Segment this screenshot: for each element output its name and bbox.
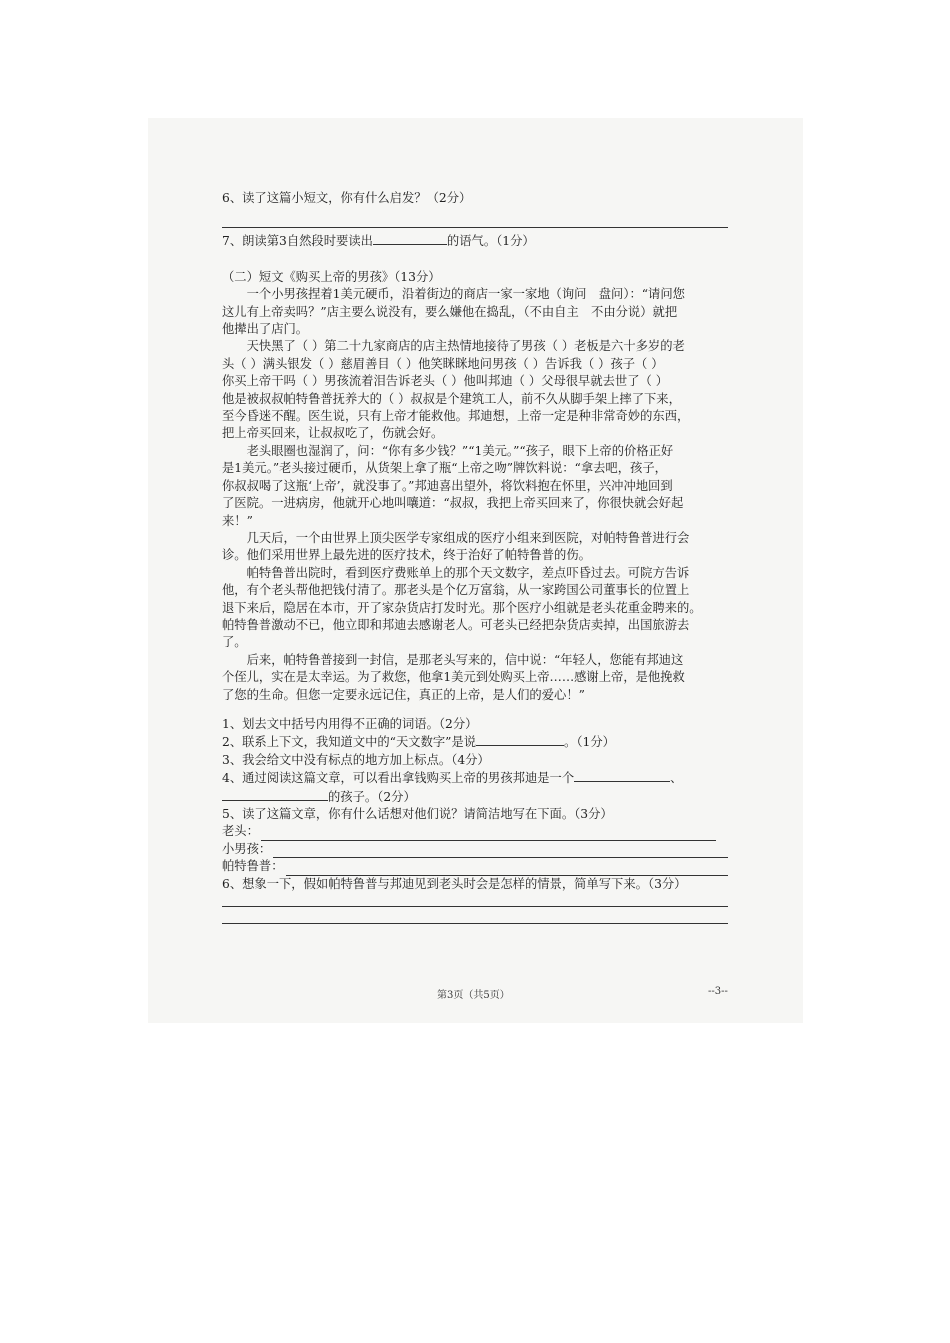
answer-line-patrupp[interactable]: [286, 863, 729, 876]
question-1: 1、划去文中括号内用得不正确的词语。（2分）: [222, 716, 478, 731]
answer-row-patrupp: 帕特鲁普：: [222, 858, 728, 875]
paragraph-6: 后来，帕特鲁普接到一封信，是那老头写来的，信中说：“年轻人，您能有邦迪这 个侄儿，实在是太幸运。为了救您，他拿1美元到处购买上帝……感谢上帝，是他挽救 了您的生命。但您一定要永远记住，真正的上帝，是人们的爱心！”: [222, 652, 685, 702]
paragraph-1: 一个小男孩捏着1美元硬币，沿着街边的商店一家一家地（询问 盘问）：“请问您 这儿有上帝卖吗？”店主要么说没有，要么嫌他在捣乱，（不由自主 不由分说）就把 他撵出了店门。: [222, 287, 685, 337]
question-4: 4、通过阅读这篇文章，可以看出拿钱购买上帝的男孩邦迪是一个 、: [222, 771, 683, 786]
question-2: 2、联系上下文，我知道文中的“天文数字”是说 。（1分）: [222, 735, 615, 750]
section-heading: （二）短文《购买上帝的男孩》（13分）: [222, 269, 441, 284]
document-page: [222, 190, 728, 924]
question-7-part1: 7、朗读第3自然段时要读出 的语气。（1分）: [222, 234, 535, 249]
paragraph-2: 天快黑了（ ）第二十九家商店的店主热情地接待了男孩（ ）老板是六十多岁的老 头（ ）满头银发（ ）慈眉善目（ ）他笑眯眯地问男孩（ ）告诉我（ ）孩子（ ） 你买上帝干吗（ ）男孩流着泪告诉老头（ ）他叫邦迪（ ）父母很早就去世了（ ） 他是被叔叔帕特鲁普抚养大的（ ）叔叔是个建筑工人，前不久从脚手架上摔了下来， 至今昏迷不醒。医生说，只有上帝才能救他。邦迪想，上帝一定是种非常奇妙的东西， 把上帝买回来，让叔叔吃了，伤就会好。: [222, 339, 690, 441]
paragraph-4: 几天后，一个由世界上顶尖医学专家组成的医疗小组来到医院，对帕特鲁普进行会 诊。他们采用世界上最先进的医疗技术，终于治好了帕特鲁普的伤。: [222, 530, 690, 563]
answer-line-old-man[interactable]: [261, 828, 716, 841]
paragraph-5: 帕特鲁普出院时，看到医疗费账单上的那个天文数字，差点吓昏过去。可院方告诉 他，有个老头帮他把钱付清了。那老头是个亿万富翁，从一家跨国公司董事长的位置上 退下来后，隐居在本市，开了家杂货店打发时光。那个医疗小组就是老头花重金聘来的。 帕特鲁普激动不已，他立即和邦迪去感谢老人。可老头已经把杂货店卖掉，出国旅游去 了。: [222, 565, 702, 650]
blank-q2[interactable]: [476, 733, 564, 746]
question-4-continued: 的孩子。（2分）: [222, 788, 728, 806]
answer-row-old-man: 老头：: [222, 823, 728, 840]
answer-line-boy[interactable]: [273, 845, 728, 858]
question-6: 6、想象一下，假如帕特鲁普与邦迪见到老头时会是怎样的情景，简单写下来。（3分）: [222, 876, 687, 891]
blank-q4-first[interactable]: [574, 769, 670, 782]
paragraph-3: 老头眼圈也湿润了，问：“你有多少钱？”“1美元。”“孩子，眼下上帝的价格正好 是1美元。”老头接过硬币，从货架上拿了瓶“上帝之吻”牌饮料说：“拿去吧，孩子， 你叔叔喝了这瓶‘上帝’，就没事了。”邦迪喜出望外，将饮料抱在怀里，兴冲冲地回到 了医院。一进病房，他就开心地叫嚷道：“叔叔，我把上帝买回来了，你很快就会好起 来！”: [222, 443, 684, 528]
question-5: 5、读了这篇文章，你有什么话想对他们说？请简洁地写在下面。（3分）: [222, 807, 613, 821]
question-3: 3、我会给文中没有标点的地方加上标点。（4分）: [222, 752, 490, 767]
answer-row-boy: 小男孩：: [222, 841, 728, 858]
page-number: 第3页（共5页）: [437, 990, 510, 1001]
answer-line-q6-2[interactable]: [222, 923, 728, 924]
blank-q7[interactable]: [373, 232, 447, 245]
question-6-part1: 6、读了这篇小短文，你有什么启发？（2分）: [222, 191, 472, 205]
blank-q4-second[interactable]: [222, 788, 328, 801]
page-mark: --3--: [708, 986, 728, 997]
